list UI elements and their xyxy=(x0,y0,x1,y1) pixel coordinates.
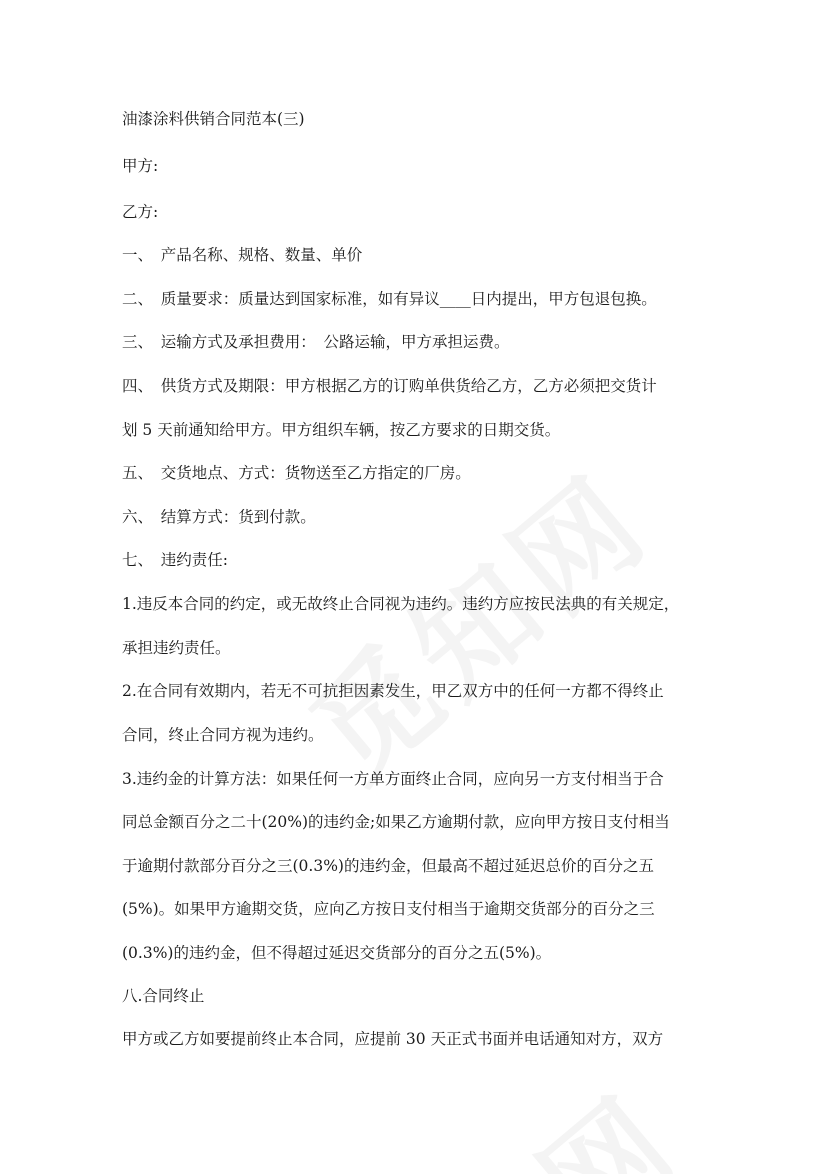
section-heading: 八.合同终止 xyxy=(122,987,205,1005)
clause-line: 一、 产品名称、规格、数量、单价 xyxy=(122,246,363,264)
clause-line: 甲方或乙方如要提前终止本合同，应提前 30 天正式书面并电话通知对方，双方 xyxy=(122,1030,664,1048)
party-b-label: 乙方: xyxy=(122,203,159,221)
clause-line: 六、 结算方式：货到付款。 xyxy=(122,508,316,526)
clause-line: (0.3%)的违约金，但不得超过延迟交货部分的百分之五(5%)。 xyxy=(122,944,552,962)
clause-line: 于逾期付款部分百分之三(0.3%)的违约金，但最高不超过延迟总价的百分之五 xyxy=(122,857,654,875)
clause-line: 三、 运输方式及承担费用： 公路运输，甲方承担运费。 xyxy=(122,333,510,351)
clause-line: (5%)。如果甲方逾期交货，应向乙方按日支付相当于逾期交货部分的百分之三 xyxy=(122,900,655,918)
party-a-label: 甲方: xyxy=(122,157,159,175)
clause-line: 同总金额百分之二十(20%)的违约金;如果乙方逾期付款，应向甲方按日支付相当 xyxy=(122,813,670,831)
watermark xyxy=(300,1049,709,1174)
clause-line: 1.违反本合同的约定，或无故终止合同视为违约。违约方应按民法典的有关规定， xyxy=(122,595,680,613)
clause-line: 3.违约金的计算方法：如果任何一方单方面终止合同，应向另一方支付相当于合 xyxy=(122,770,664,788)
clause-line: 承担违约责任。 xyxy=(122,639,231,657)
clause-line: 合同，终止合同方视为违约。 xyxy=(122,726,324,744)
clause-line: 七、 违约责任: xyxy=(122,551,228,569)
clause-line: 五、 交货地点、方式：货物送至乙方指定的厂房。 xyxy=(122,464,471,482)
watermark xyxy=(270,429,679,811)
document-title: 油漆涂料供销合同范本(三) xyxy=(122,110,305,128)
clause-line: 四、 供货方式及期限：甲方根据乙方的订购单供货给乙方，乙方必须把交货计 xyxy=(122,377,657,395)
clause-line: 二、 质量要求：质量达到国家标准，如有异议____日内提出，甲方包退包换。 xyxy=(122,290,657,308)
clause-line: 划 5 天前通知给甲方。甲方组织车辆，按乙方要求的日期交货。 xyxy=(122,421,561,439)
clause-line: 2.在合同有效期内，若无不可抗拒因素发生，甲乙双方中的任何一方都不得终止 xyxy=(122,682,664,700)
